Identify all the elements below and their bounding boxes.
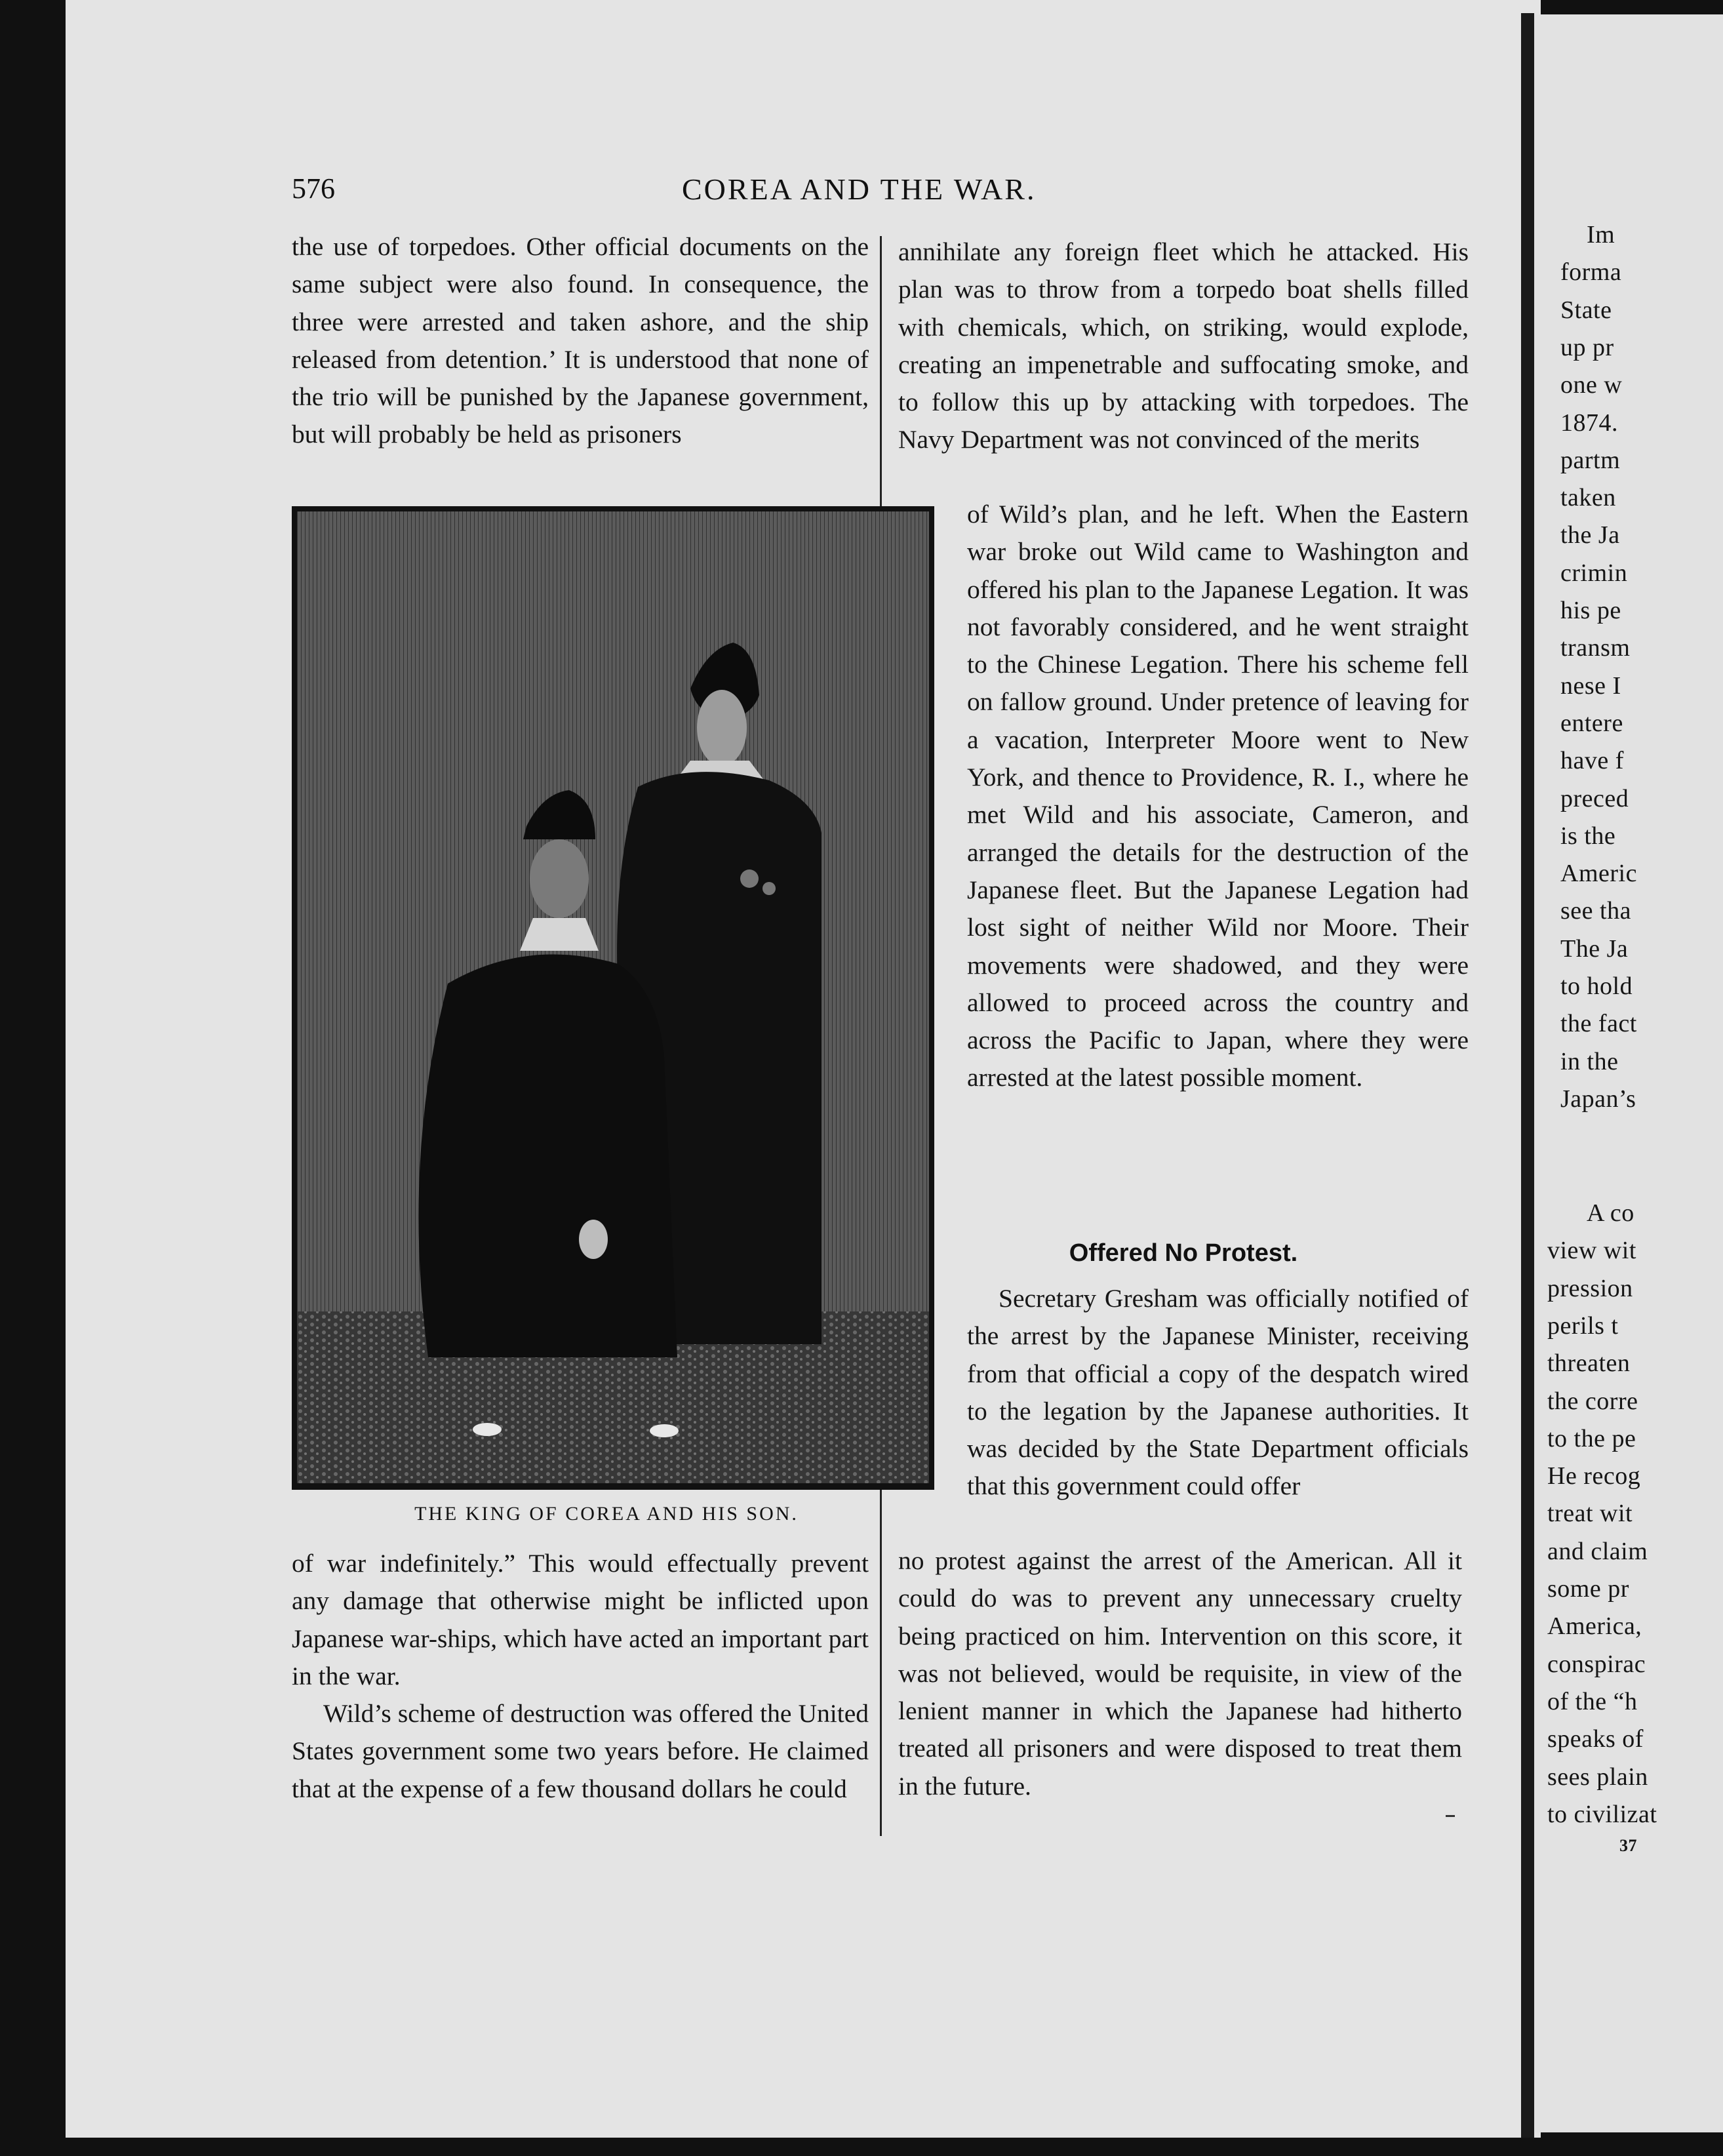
left-column-top-text: the use of torpedoes. Other official documents on the same subject were also found. In consequence, the three were arrested and taken ashore, and the ship released from detention.’ It is understood that none of the trio will be punished by the Japanese government, but will probably be held as prisoners [292,232,869,449]
right-column-para-2-beside-text: Secretary Gresham was officially notified of the arrest by the Japanese Minister, receiving from that official a copy of the despatch wired to the legation by the Japanese authorities. It was decided by the State Department officials that this government could offer [967,1284,1469,1501]
adjacent-page [1534,14,1723,2132]
adjacent-page-line: the fact [1560,1010,1637,1038]
left-column-bottom-para-1: of war indefinitely.” This would effectually prevent any damage that otherwise might be inflicted upon Japanese war-ships, which have acted an important part in the war. [292,1549,869,1690]
adjacent-page-line: entere [1560,709,1623,737]
adjacent-page-line: America, [1547,1612,1642,1641]
adjacent-page-line: Im [1587,221,1615,249]
adjacent-page-line: to civilizat [1547,1800,1657,1828]
adjacent-page-line: Americ [1560,860,1637,888]
adjacent-page-line: and claim [1547,1537,1648,1565]
right-column-beside-figure [967,496,1469,1097]
adjacent-page-line: Japan’s [1560,1085,1636,1113]
right-column-para-2-below [898,1542,1462,1805]
adjacent-page-line: transm [1560,634,1631,662]
adjacent-page-line: forma [1560,258,1622,287]
binding-gutter [1521,13,1534,2138]
adjacent-page-line: taken [1560,484,1616,512]
adjacent-page-line: to hold [1560,972,1633,1000]
adjacent-page-line: A co [1587,1199,1634,1227]
right-column-para-2-beside [967,1280,1469,1506]
engraving-image [297,511,929,1483]
adjacent-page-line: some pr [1547,1575,1629,1603]
adjacent-page-line: perils t [1547,1311,1619,1340]
adjacent-page-line: nese I [1560,671,1621,700]
adjacent-page-line: 1874. [1560,409,1618,437]
adjacent-page-line: speaks of [1547,1725,1644,1753]
adjacent-page-line: the corre [1547,1387,1638,1415]
left-column-top [292,228,869,454]
adjacent-page-line: of the “h [1547,1687,1638,1715]
adjacent-page-line: treat wit [1547,1500,1633,1528]
left-column-bottom [292,1545,869,1808]
running-head: COREA AND THE WAR. [682,172,1037,206]
engraving-king-and-son [292,506,934,1490]
adjacent-page-line: partm [1560,446,1621,474]
adjacent-page-line: one w [1560,371,1623,399]
adjacent-page-line: his pe [1560,597,1621,624]
left-column-bottom-para-2: Wild’s scheme of destruction was offered the United States government some two years before. He claimed that at the expense of a few thousand dollars he could [292,1699,869,1803]
adjacent-page-line: is the [1560,822,1616,850]
right-column-beside-text: of Wild’s plan, and he left. When the Eastern war broke out Wild came to Washington and offered his plan to the Japanese Legation. It was not favorably considered, and he went straight to the Chinese Legation. There his scheme fell on fallow ground. Under pretence of leaving for a vacation, Interpreter Moore went to New York, and thence to Providence, R. I., where he met Wild and his associate, Cameron, and arranged the details for the destruction of the Japanese fleet. But the Japanese Legation had lost sight of neither Wild nor Moore. Their movements were shadowed, and they were allowed to proceed across the country and across the Pacific to Japan, where they were arrested at the latest possible moment. [967,500,1469,1092]
adjacent-page-line: preced [1560,784,1629,812]
adjacent-page-line: sees plain [1547,1763,1648,1791]
adjacent-page-line: The Ja [1560,934,1629,963]
adjacent-page-line: pression [1547,1274,1633,1302]
adjacent-page-line: the Ja [1560,521,1620,549]
figure-caption: THE KING OF COREA AND HIS SON. [414,1503,799,1525]
right-column-top-text: annihilate any foreign fleet which he attacked. His plan was to throw from a torpedo boat shells filled with chemicals, which, on striking, would explode, creating an impenetrable and suffocating smoke, and to follow this up by attacking with torpedoes. The Navy Department was not convinced of the merits [898,237,1469,454]
adjacent-page-line: threaten [1547,1349,1631,1378]
adjacent-page-line: crimin [1560,559,1628,587]
right-column-top [898,233,1469,459]
subheading: Offered No Protest. [1069,1239,1298,1267]
adjacent-page-line: view wit [1547,1237,1636,1265]
adjacent-page-line: to the pe [1547,1424,1636,1452]
end-dash [1446,1815,1455,1817]
page-header [292,172,1524,211]
right-column-para-2-below-text: no protest against the arrest of the American. All it could do was to prevent any unnecessary cruelty being practiced on him. Intervention on this score, it was not believed, would be requisite, in view of the lenient manner in which the Japanese had hitherto treated all prisoners and were disposed to treat them in the future. [898,1546,1462,1801]
adjacent-page-line: have f [1560,747,1624,775]
adjacent-page-line: in the [1560,1047,1619,1075]
adjacent-page-line: conspirac [1547,1650,1646,1678]
page-number: 576 [292,172,335,205]
adjacent-page-line: see tha [1560,897,1631,925]
adjacent-page-line: 37 [1619,1836,1637,1856]
adjacent-page-line: State [1560,296,1612,324]
adjacent-page-line: up pr [1560,333,1614,361]
adjacent-page-line: He recog [1547,1462,1641,1490]
